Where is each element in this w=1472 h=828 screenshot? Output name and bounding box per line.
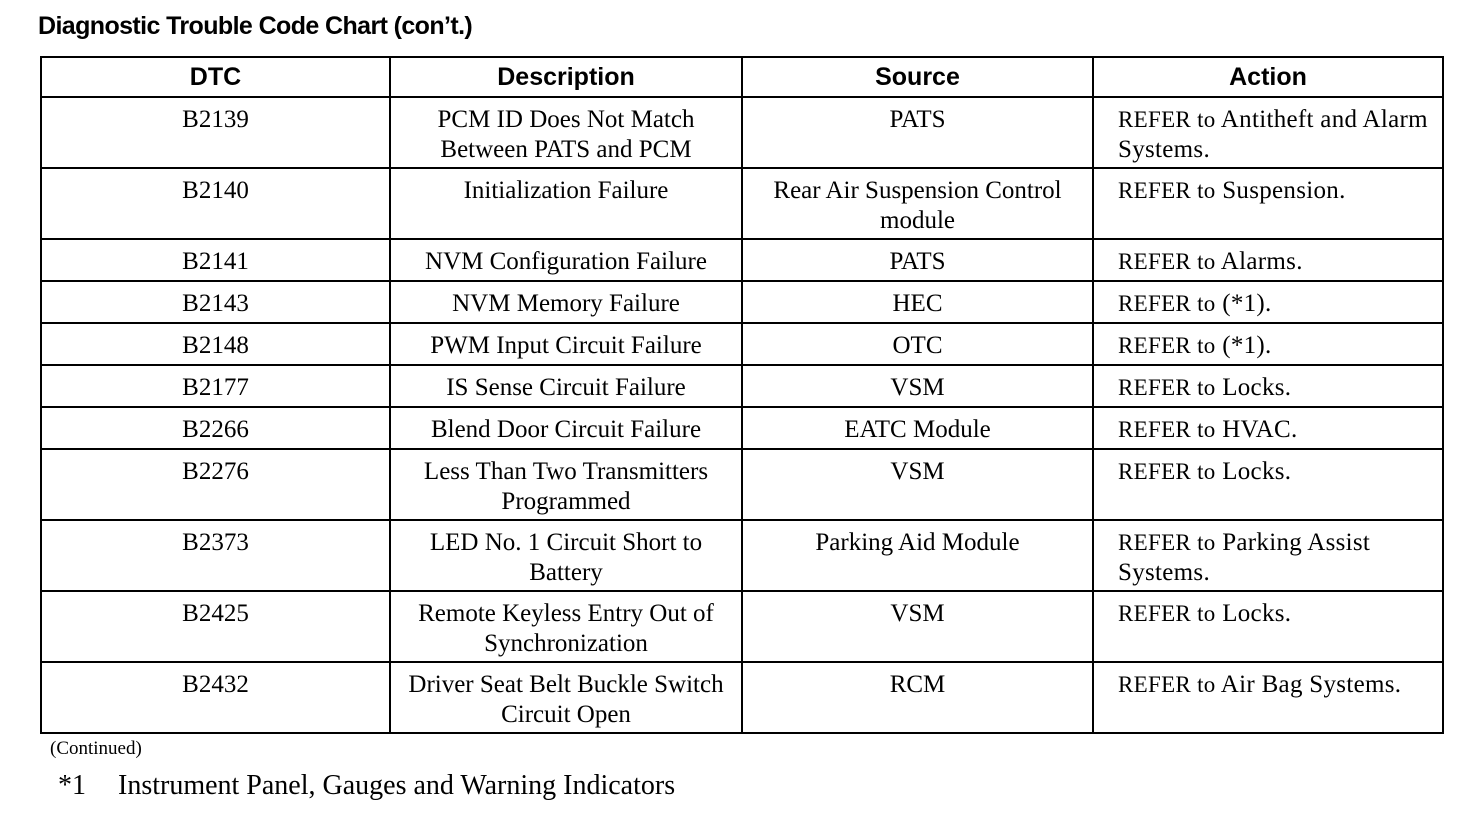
action-cell	[1093, 662, 1443, 733]
description-cell: Initialization Failure	[390, 168, 742, 239]
dtc-cell: B2148	[41, 323, 390, 365]
dtc-cell: B2143	[41, 281, 390, 323]
action-refer: REFER to	[1118, 417, 1216, 442]
footnote-mark: *1	[58, 770, 86, 801]
action-refer: REFER to	[1118, 107, 1216, 132]
source-cell: Rear Air Suspension Control module	[742, 168, 1093, 239]
action-refer: REFER to	[1118, 530, 1216, 555]
description-cell: PCM ID Does Not Match Between PATS and PCM	[390, 97, 742, 168]
action-target: Antitheft and Alarm Systems.	[1118, 106, 1428, 163]
header-source: Source	[742, 57, 1093, 97]
dtc-cell: B2266	[41, 407, 390, 449]
table-row	[41, 449, 1443, 520]
description-cell: Blend Door Circuit Failure	[390, 407, 742, 449]
dtc-cell: B2141	[41, 239, 390, 281]
action-target: Locks.	[1222, 458, 1292, 485]
action-cell	[1093, 449, 1443, 520]
action-target: Suspension.	[1222, 177, 1346, 204]
dtc-table	[40, 56, 1444, 734]
description-cell: NVM Memory Failure	[390, 281, 742, 323]
action-target: Air Bag Systems.	[1220, 671, 1402, 698]
action-cell	[1093, 520, 1443, 591]
description-cell: Less Than Two Transmitters Programmed	[390, 449, 742, 520]
description-cell: LED No. 1 Circuit Short to Battery	[390, 520, 742, 591]
source-cell: EATC Module	[742, 407, 1093, 449]
action-refer: REFER to	[1118, 459, 1216, 484]
description-cell: IS Sense Circuit Failure	[390, 365, 742, 407]
action-cell	[1093, 365, 1443, 407]
dtc-cell: B2276	[41, 449, 390, 520]
dtc-cell: B2425	[41, 591, 390, 662]
table-row	[41, 97, 1443, 168]
dtc-cell: B2140	[41, 168, 390, 239]
action-target: Locks.	[1222, 600, 1292, 627]
action-target: Alarms.	[1220, 248, 1303, 275]
header-dtc: DTC	[41, 57, 390, 97]
action-cell	[1093, 281, 1443, 323]
source-cell: RCM	[742, 662, 1093, 733]
continued-note: (Continued)	[50, 738, 142, 759]
source-cell: VSM	[742, 365, 1093, 407]
action-refer: REFER to	[1118, 291, 1216, 316]
action-target: Locks.	[1222, 374, 1292, 401]
table-row	[41, 662, 1443, 733]
table-row	[41, 323, 1443, 365]
table-row	[41, 168, 1443, 239]
table-row	[41, 365, 1443, 407]
source-cell: Parking Aid Module	[742, 520, 1093, 591]
page-title: Diagnostic Trouble Code Chart (con’t.)	[38, 12, 473, 40]
table-row	[41, 520, 1443, 591]
action-refer: REFER to	[1118, 178, 1216, 203]
action-cell	[1093, 591, 1443, 662]
source-cell: VSM	[742, 591, 1093, 662]
action-target: (*1).	[1222, 290, 1272, 317]
footnote-text: Instrument Panel, Gauges and Warning Indicators	[118, 770, 676, 801]
action-refer: REFER to	[1118, 672, 1216, 697]
dtc-cell: B2139	[41, 97, 390, 168]
footnote	[58, 770, 675, 802]
action-target: Parking Assist Systems.	[1118, 529, 1371, 586]
action-target: HVAC.	[1222, 416, 1298, 443]
action-cell	[1093, 239, 1443, 281]
action-cell	[1093, 407, 1443, 449]
source-cell: HEC	[742, 281, 1093, 323]
dtc-cell: B2373	[41, 520, 390, 591]
description-cell: Driver Seat Belt Buckle Switch Circuit Open	[390, 662, 742, 733]
table-row	[41, 407, 1443, 449]
dtc-cell: B2432	[41, 662, 390, 733]
action-cell	[1093, 97, 1443, 168]
action-refer: REFER to	[1118, 601, 1216, 626]
action-refer: REFER to	[1118, 249, 1216, 274]
header-description: Description	[390, 57, 742, 97]
table-header-row	[41, 57, 1443, 97]
description-cell: NVM Configuration Failure	[390, 239, 742, 281]
action-target: (*1).	[1222, 332, 1272, 359]
action-cell	[1093, 323, 1443, 365]
source-cell: PATS	[742, 239, 1093, 281]
source-cell: VSM	[742, 449, 1093, 520]
description-cell: PWM Input Circuit Failure	[390, 323, 742, 365]
source-cell: PATS	[742, 97, 1093, 168]
table-row	[41, 281, 1443, 323]
action-refer: REFER to	[1118, 375, 1216, 400]
action-cell	[1093, 168, 1443, 239]
dtc-cell: B2177	[41, 365, 390, 407]
action-refer: REFER to	[1118, 333, 1216, 358]
header-action: Action	[1093, 57, 1443, 97]
table-row	[41, 239, 1443, 281]
source-cell: OTC	[742, 323, 1093, 365]
table-row	[41, 591, 1443, 662]
description-cell: Remote Keyless Entry Out of Synchronization	[390, 591, 742, 662]
